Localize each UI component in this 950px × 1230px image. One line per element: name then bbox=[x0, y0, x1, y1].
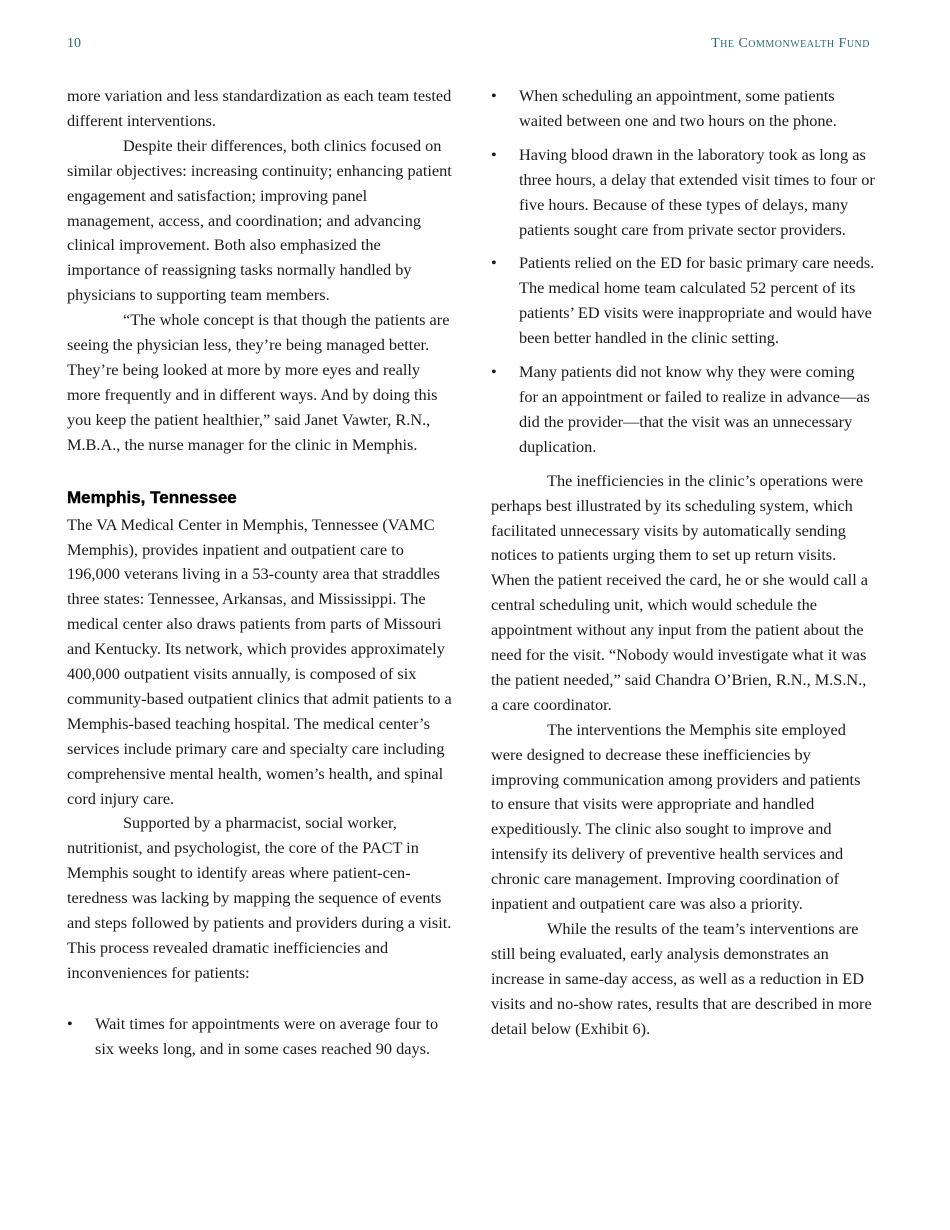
list-item bbox=[67, 1012, 452, 1062]
paragraph: The VA Medical Center in Memphis, Tennessee (VAMC Memphis), provides inpatient and outpatient care to 196,000 veterans living in a 53-county area that straddles three states: Tennessee, Arkansas, and Mississippi. The medical center also draws patients from parts of Missouri and Kentucky. Its network, which provides approximately 400,000 outpatient visits annually, is composed of six community-based outpatient clinics that admit patients to a Memphis-based teaching hospital. The medical center’s services include primary care and specialty care including comprehensive mental health, women’s health, and spinal cord injury care. bbox=[67, 514, 452, 808]
right-column bbox=[491, 84, 876, 1042]
bullet-icon: • bbox=[491, 362, 497, 382]
page-number: 10 bbox=[67, 36, 81, 51]
left-column bbox=[67, 84, 452, 1062]
bullet-icon: • bbox=[491, 253, 497, 273]
list-item-text: Wait times for appointments were on average four to six weeks long, and in some cases reached 90 days. bbox=[95, 1013, 439, 1058]
paragraph-quote: “The whole concept is that though the patients are seeing the physician less, they’re being managed better. They’re being looked at more by more eyes and really more frequently and in different ways. And by doing this you keep the patient healthier,” said Janet Vawter, R.N., M.B.A., the nurse manager for the clinic in Memphis. bbox=[67, 310, 450, 454]
section-heading: Memphis, Tennessee bbox=[67, 487, 237, 507]
paragraph: Despite their differences, both clinics focused on similar objectives: increasing continuity; enhancing patient engagement and satisfaction; improving panel management, access, and coordination; and advancing clinical improvement. Both also emphasized the importance of reassigning tasks normally handled by physicians to supporting team members. bbox=[67, 135, 452, 305]
paragraph: The interventions the Memphis site employed were designed to decrease these inefficiencies by improving communication among providers and patients to ensure that visits were appropriate and handled expeditiously. The clinic also sought to improve and intensify its delivery of preventive health services and chronic care management. Improving coordination of inpatient and outpatient care was also a priority. bbox=[491, 719, 861, 914]
list-item bbox=[491, 360, 876, 460]
list-item bbox=[491, 251, 876, 351]
list-item-text: Having blood drawn in the laboratory took as long as three hours, a delay that extended visit times to four or five hours. Because of these types of delays, many patients sought care from private sector providers. bbox=[519, 144, 875, 239]
paragraph: more variation and less standardization as each team tested different interventions. bbox=[67, 86, 452, 130]
bullet-icon: • bbox=[67, 1013, 73, 1033]
bullet-list bbox=[67, 1012, 452, 1062]
list-item-text: When scheduling an appointment, some patients waited between one and two hours on the phone. bbox=[519, 86, 837, 130]
paragraph: While the results of the team’s interventions are still being evaluated, early analysis demonstrates an increase in same-day access, as well as a reduction in ED visits and no-show rates, results that are described in more detail below (Exhibit 6). bbox=[491, 919, 872, 1038]
list-item bbox=[491, 143, 876, 243]
bullet-list bbox=[491, 84, 876, 460]
list-item-text: Patients relied on the ED for basic primary care needs. The medical home team calculated 52 percent of its patients’ ED visits were inappropriate and would have been better handled in the clinic setting. bbox=[519, 253, 875, 348]
paragraph: The inefficiencies in the clinic’s operations were perhaps best illustrated by its scheduling system, which facilitated unnecessary visits by automatically sending notices to patients urging them to set up return visits. When the patient received the card, he or she would call a central scheduling unit, which would schedule the appointment without any input from the patient about the need for the visit. “Nobody would investigate what it was the patient needed,” said Chandra O’Brien, R.N., M.S.N., a care coordinator. bbox=[491, 470, 869, 714]
running-head: The Commonwealth Fund bbox=[711, 36, 870, 51]
list-item bbox=[491, 84, 876, 134]
list-item-text: Many patients did not know why they were coming for an appointment or failed to realize in advance—as did the provider—that the visit was an unnecessary duplication. bbox=[519, 362, 870, 456]
paragraph: Supported by a pharmacist, social worker, nutritionist, and psychologist, the core of the PACT in Memphis sought to identify areas where patient-centeredness was lacking by mapping the sequence of events and steps followed by patients and providers during a visit. This process revealed dramatic inefficiencies and inconveniences for patients: bbox=[67, 813, 452, 982]
bullet-icon: • bbox=[491, 86, 497, 105]
bullet-icon: • bbox=[491, 144, 497, 164]
